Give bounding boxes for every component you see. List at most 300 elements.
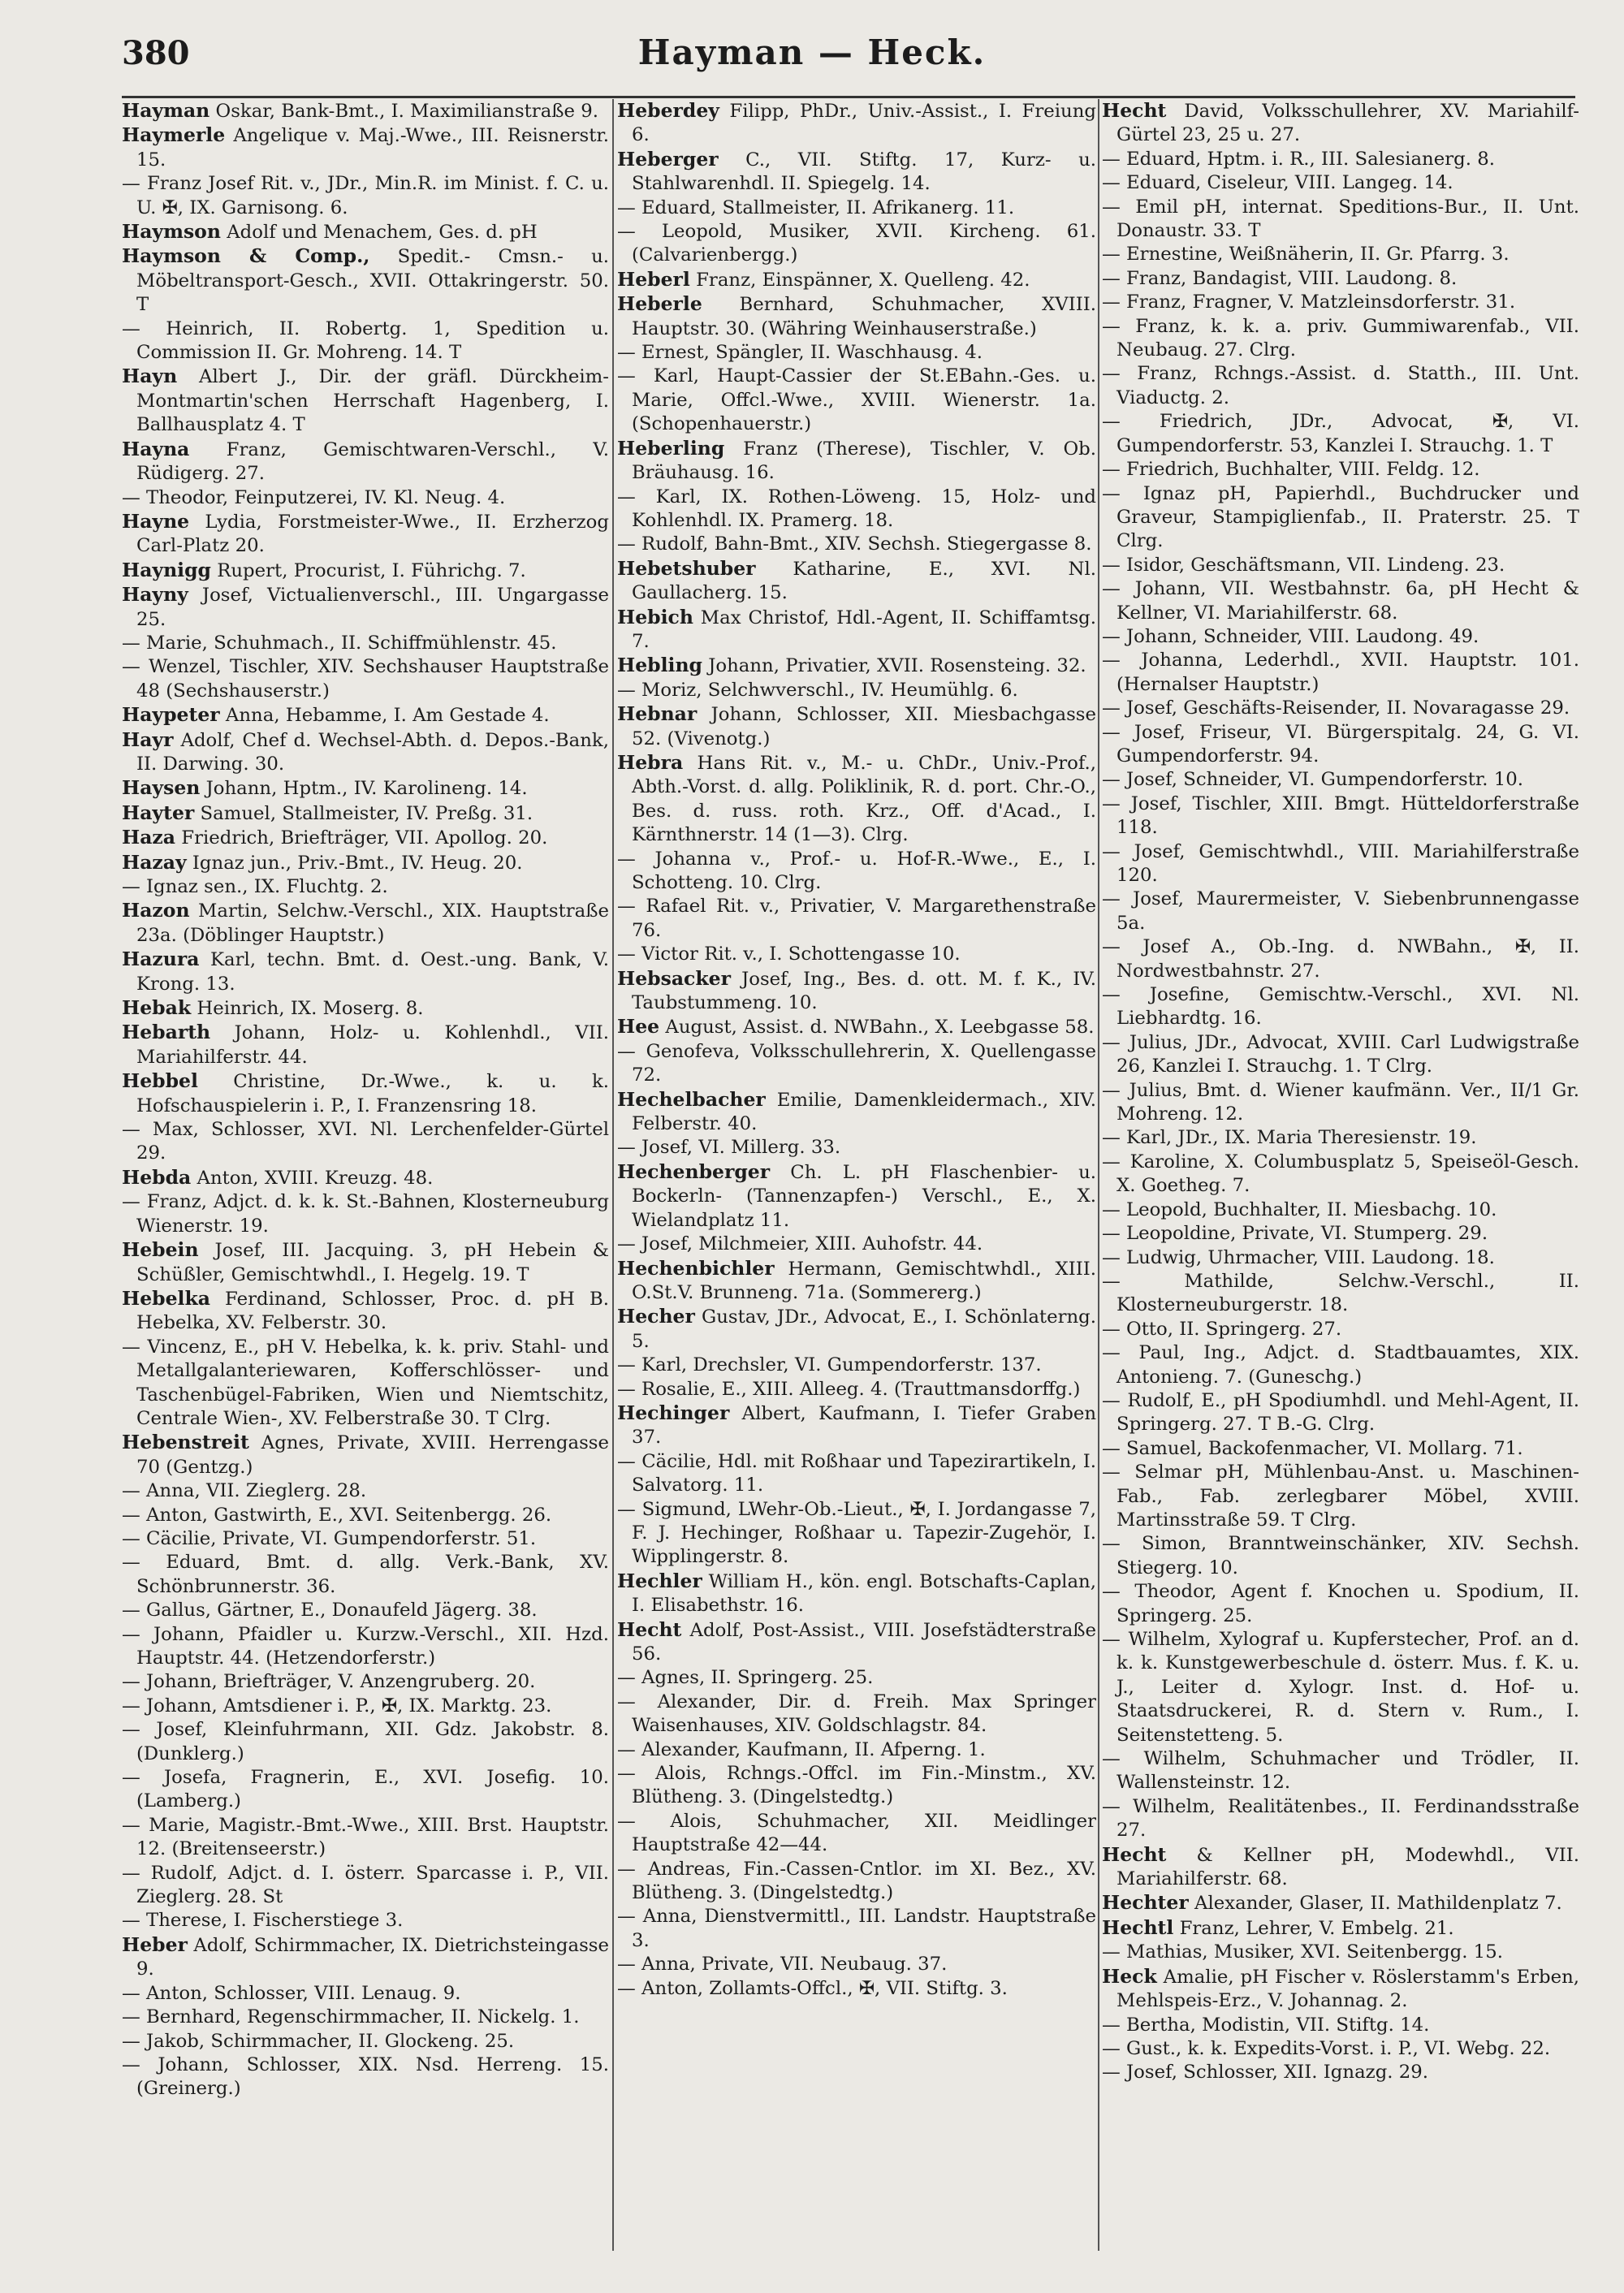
entry-text: — Anton, Gastwirth, E., XVI. Seitenbergg. 26. xyxy=(122,1504,552,1526)
entry-text: Samuel, Stallmeister, IV. Preßg. 31. xyxy=(194,802,533,824)
entry-text: Ignaz jun., Priv.-Bmt., IV. Heug. 20. xyxy=(186,852,523,874)
directory-entry xyxy=(122,1238,609,1287)
directory-entry xyxy=(1102,1246,1579,1270)
directory-entry xyxy=(122,632,609,655)
entry-text: — Therese, I. Fischerstiege 3. xyxy=(122,1910,404,1932)
directory-entry xyxy=(1102,482,1579,554)
entry-text: — Paul, Ing., Adjct. d. Stadtbauamtes, XIX. Antonieng. 7. (Guneschg.) xyxy=(1102,1342,1579,1388)
entry-text: — Victor Rit. v., I. Schottengasse 10. xyxy=(617,944,961,965)
entry-text: Bernhard, Schuhmacher, XVIII. Hauptstr. 30. (Währing Weinhauserstraße.) xyxy=(632,294,1096,339)
directory-entry xyxy=(122,776,609,801)
directory-entry xyxy=(1102,1031,1579,1079)
entry-text: — Leopold, Buchhalter, II. Miesbachg. 10. xyxy=(1102,1198,1497,1220)
directory-entry xyxy=(617,1618,1096,1667)
directory-entry xyxy=(122,1718,609,1766)
entry-text: — Josef A., Ob.-Ing. d. NWBahn., ✠, II. Nordwestbahnstr. 27. xyxy=(1102,936,1579,982)
entry-text: — Ignaz pH, Papierhdl., Buchdrucker und Graveur, Stampiglienfab., II. Praterstr. 25. T Clrg. xyxy=(1102,482,1579,552)
directory-entry xyxy=(617,679,1096,702)
directory-entry xyxy=(1102,697,1579,720)
directory-entry xyxy=(617,1977,1096,2001)
entry-text: — Eduard, Stallmeister, II. Afrikanerg. 11. xyxy=(617,196,1015,218)
directory-entry xyxy=(1102,1916,1579,1941)
entry-surname: Hayr xyxy=(122,728,174,751)
directory-entry xyxy=(1102,1795,1579,1843)
directory-entry xyxy=(122,1166,609,1190)
column-1 xyxy=(122,99,609,2283)
directory-entry xyxy=(1102,554,1579,577)
directory-entry xyxy=(617,1953,1096,1976)
entry-surname: Hayny xyxy=(122,583,188,607)
entry-text: Franz, Gemischtwaren-Verschl., V. Rüdigerg. 27. xyxy=(136,438,609,485)
directory-entry xyxy=(1102,935,1579,983)
directory-entry xyxy=(122,1933,609,1982)
directory-entry xyxy=(122,1909,609,1932)
entry-text: — Franz, k. k. a. priv. Gummiwarenfab., VII. Neubaug. 27. Clrg. xyxy=(1102,315,1579,361)
entry-surname: Hee xyxy=(617,1015,660,1039)
entry-text: Adolf und Menachem, Ges. d. pH xyxy=(220,222,538,244)
entry-surname: Hayter xyxy=(122,801,195,824)
entry-text: — Josef, Geschäfts-Reisender, II. Novaragasse 29. xyxy=(1102,697,1570,719)
directory-entry xyxy=(617,606,1096,654)
directory-entry xyxy=(617,1762,1096,1810)
entry-text: — Max, Schlosser, XVI. Nl. Lerchenfelder-Gürtel 29. xyxy=(122,1119,609,1164)
directory-entry xyxy=(1102,1270,1579,1318)
directory-entry xyxy=(122,1069,609,1118)
directory-entry xyxy=(1102,1580,1579,1628)
directory-entry xyxy=(122,875,609,899)
entry-surname: Heber xyxy=(122,1932,188,1956)
entry-text: — Josef, Kleinfuhrmann, XII. Gdz. Jakobstr. 8. (Dunklerg.) xyxy=(122,1719,609,1764)
entry-text: Lydia, Forstmeister-Wwe., II. Erzherzog Carl-Platz 20. xyxy=(136,511,609,557)
entry-text: Ferdinand, Schlosser, Proc. d. pH B. Hebelka, XV. Felberstr. 30. xyxy=(136,1288,609,1334)
entry-text: — Selmar pH, Mühlenbau-Anst. u. Maschinen-Fab., Fab. zerlegbarer Möbel, XVIII. Martinsstraße 59. T Clrg. xyxy=(1102,1462,1579,1531)
directory-entry xyxy=(1102,171,1579,195)
entry-text: — Karl, JDr., IX. Maria Theresienstr. 19. xyxy=(1102,1127,1477,1149)
page-number: 380 xyxy=(122,34,190,72)
entry-surname: Heberling xyxy=(617,436,725,460)
entry-text: — Wenzel, Tischler, XIV. Sechshauser Hauptstraße 48 (Sechshauserstr.) xyxy=(122,656,609,702)
directory-entry xyxy=(122,172,609,220)
directory-entry xyxy=(617,654,1096,678)
entry-text: — Mathilde, Selchw.-Verschl., II. Klosterneuburgerstr. 18. xyxy=(1102,1270,1579,1316)
directory-entry xyxy=(617,1401,1096,1450)
directory-entry xyxy=(122,365,609,437)
entry-text: — Ernestine, Weißnäherin, II. Gr. Pfarrg. 3. xyxy=(1102,244,1510,266)
entry-text: — Ludwig, Uhrmacher, VIII. Laudong. 18. xyxy=(1102,1246,1495,1268)
entry-text: Emilie, Damenkleidermach., XIV. Felberstr. 40. xyxy=(632,1089,1096,1135)
entry-surname: Haymson xyxy=(122,220,221,244)
directory-entry xyxy=(122,996,609,1021)
entry-text: — Karl, Drechsler, VI. Gumpendorferstr. 137. xyxy=(617,1354,1042,1376)
entry-text: Franz, Lehrer, V. Embelg. 21. xyxy=(1173,1917,1454,1939)
entry-surname: Hebetshuber xyxy=(617,556,756,580)
entry-text: — Josef, Milchmeier, XIII. Auhofstr. 44. xyxy=(617,1233,983,1255)
entry-text: — Josef, Maurermeister, V. Siebenbrunnengasse 5a. xyxy=(1102,888,1579,934)
directory-entry xyxy=(1102,196,1579,244)
entry-text: David, Volksschullehrer, XV. Mariahilf-Gürtel 23, 25 u. 27. xyxy=(1116,101,1579,146)
directory-entry xyxy=(122,1695,609,1718)
directory-entry xyxy=(617,1233,1096,1256)
entry-surname: Haymerle xyxy=(122,123,226,147)
directory-entry xyxy=(122,1670,609,1694)
directory-entry xyxy=(122,655,609,703)
directory-entry xyxy=(122,1504,609,1527)
entry-text: — Friedrich, JDr., Advocat, ✠, VI. Gumpendorferstr. 53, Kanzlei I. Strauchg. 1. T xyxy=(1102,411,1579,456)
entry-text: Karl, techn. Bmt. d. Oest.-ung. Bank, V. Krong. 13. xyxy=(136,949,609,995)
entry-text: — Johann, VII. Westbahnstr. 6a, pH Hecht & Kellner, VI. Mariahilferstr. 68. xyxy=(1102,578,1579,624)
entry-text: — Genofeva, Volksschullehrerin, X. Quellengasse 72. xyxy=(617,1040,1096,1086)
directory-entry xyxy=(122,1021,609,1069)
entry-surname: Haymson & Comp., xyxy=(122,244,370,268)
directory-entry xyxy=(617,1257,1096,1306)
directory-entry xyxy=(1102,1151,1579,1198)
directory-entry xyxy=(122,2030,609,2053)
directory-entry xyxy=(1102,792,1579,840)
entry-text: — Karoline, X. Columbusplatz 5, Speiseöl-Gesch. X. Goetheg. 7. xyxy=(1102,1151,1579,1197)
entry-surname: Haysen xyxy=(122,776,201,800)
entry-text: Gustav, JDr., Advocat, E., I. Schönlaterng. 5. xyxy=(632,1306,1096,1352)
entry-text: — Bernhard, Regenschirmmacher, II. Nickelg. 1. xyxy=(122,2006,580,2028)
entry-text: — Rudolf, Bahn-Bmt., XIV. Sechsh. Stiegergasse 8. xyxy=(617,533,1092,555)
entry-surname: Heck xyxy=(1102,1964,1157,1988)
entry-text: Josef, III. Jacquing. 3, pH Hebein & Schüßler, Gemischtwhdl., I. Hegelg. 19. T xyxy=(136,1240,609,1285)
directory-entry xyxy=(1102,243,1579,266)
entry-text: — Wilhelm, Xylograf u. Kupferstecher, Prof. an d. k. k. Kunstgewerbeschule d. österr. Mus. f. K. u. J., Leiter d. Xylogr. Inst. d. Hof- u. Staatsdruckerei, R. d. Stern v. Rum., I. Seitenstetteng. 5. xyxy=(1102,1629,1579,1746)
entry-text: August, Assist. d. NWBahn., X. Leebgasse 58. xyxy=(659,1017,1095,1039)
directory-entry xyxy=(617,1378,1096,1401)
entry-text: — Josef, Tischler, XIII. Bmgt. Hütteldorferstraße 118. xyxy=(1102,792,1579,839)
directory-entry xyxy=(1102,2037,1579,2061)
entry-text: — Johann, Schneider, VIII. Laudong. 49. xyxy=(1102,625,1479,647)
directory-entry xyxy=(617,702,1096,751)
column-rule xyxy=(612,99,614,2251)
directory-entry xyxy=(1102,1628,1579,1747)
entry-surname: Hechter xyxy=(1102,1891,1189,1915)
entry-surname: Hechelbacher xyxy=(617,1087,766,1111)
entry-text: — Gust., k. k. Expedits-Vorst. i. P., VI. Webg. 22. xyxy=(1102,2037,1551,2059)
entry-text: — Rafael Rit. v., Privatier, V. Margarethenstraße 76. xyxy=(617,896,1096,941)
directory-entry xyxy=(617,1858,1096,1906)
directory-entry xyxy=(617,292,1096,341)
entry-text: — Alexander, Kaufmann, II. Afperng. 1. xyxy=(617,1738,986,1760)
directory-entry xyxy=(122,2053,609,2101)
directory-entry xyxy=(1102,267,1579,291)
directory-entry xyxy=(1102,1318,1579,1341)
entry-text: — Jakob, Schirmmacher, II. Glockeng. 25. xyxy=(122,2030,515,2052)
entry-text: — Anton, Zollamts-Offcl., ✠, VII. Stiftg. 3. xyxy=(617,1977,1008,1999)
entry-text: Adolf, Schirmmacher, IX. Dietrichsteingasse 9. xyxy=(136,1934,609,1980)
directory-entry xyxy=(1102,1965,1579,2014)
directory-entry xyxy=(617,1354,1096,1377)
entry-surname: Hayne xyxy=(122,509,190,533)
directory-entry xyxy=(1102,2061,1579,2084)
entry-text: Franz (Therese), Tischler, V. Ob. Bräuhausg. 16. xyxy=(632,438,1096,484)
entry-surname: Haynigg xyxy=(122,558,211,581)
entry-surname: Hebich xyxy=(617,605,693,628)
entry-surname: Heberdey xyxy=(617,99,719,122)
entry-text: — Cäcilie, Hdl. mit Roßhaar und Tapezirartikeln, I. Salvatorg. 11. xyxy=(617,1450,1096,1496)
directory-entry xyxy=(1102,1437,1579,1461)
directory-entry xyxy=(122,1527,609,1551)
entry-text: C., VII. Stiftg. 17, Kurz- u. Stahlwarenhdl. II. Spiegelg. 14. xyxy=(632,149,1096,195)
directory-entry xyxy=(122,1551,609,1599)
directory-entry xyxy=(122,317,609,365)
directory-entry xyxy=(122,438,609,486)
directory-entry xyxy=(1102,1891,1579,1915)
entry-text: — Alexander, Dir. d. Freih. Max Springer Waisenhauses, XIV. Goldschlagstr. 84. xyxy=(617,1691,1096,1737)
entry-text: — Josef, Schlosser, XII. Ignazg. 29. xyxy=(1102,2062,1429,2084)
entry-text: Agnes, Private, XVIII. Herrengasse 70 (Gentzg.) xyxy=(136,1432,609,1478)
directory-entry xyxy=(1102,291,1579,314)
entry-text: — Josef, VI. Millerg. 33. xyxy=(617,1137,841,1159)
column-2 xyxy=(617,99,1096,2283)
entry-text: — Otto, II. Springerg. 27. xyxy=(1102,1318,1342,1340)
directory-entry xyxy=(122,948,609,996)
directory-entry xyxy=(1102,362,1579,410)
entry-text: — Marie, Schuhmach., II. Schiffmühlenstr. 45. xyxy=(122,632,557,654)
entry-text: — Franz Josef Rit. v., JDr., Min.R. im Minist. f. C. u. U. ✠, IX. Garnisong. 6. xyxy=(122,173,609,218)
entry-surname: Hechenberger xyxy=(617,1159,771,1183)
entry-text: — Isidor, Geschäftsmann, VII. Lindeng. 23. xyxy=(1102,554,1505,576)
directory-entry xyxy=(617,1015,1096,1039)
directory-entry xyxy=(617,268,1096,292)
entry-text: — Johanna, Lederhdl., XVII. Hauptstr. 101. (Hernalser Hauptstr.) xyxy=(1102,650,1579,695)
entry-surname: Hebak xyxy=(122,996,192,1020)
entry-surname: Heberger xyxy=(617,147,719,171)
entry-surname: Hechinger xyxy=(617,1401,730,1424)
entry-text: — Johanna v., Prof.- u. Hof-R.-Wwe., E., I. Schotteng. 10. Clrg. xyxy=(617,848,1096,893)
entry-text: — Eduard, Ciseleur, VIII. Langeg. 14. xyxy=(1102,172,1453,194)
directory-entry xyxy=(617,99,1096,148)
header-rule xyxy=(122,96,1575,98)
entry-surname: Hechtl xyxy=(1102,1915,1174,1939)
directory-entry xyxy=(1102,458,1579,481)
directory-entry xyxy=(1102,768,1579,792)
entry-text: Albert J., Dir. der gräfl. Dürckheim-Montmartin'schen Herrschaft Hagenberg, I. Ballhausplatz 4. T xyxy=(136,366,609,436)
entry-text: — Franz, Adjct. d. k. k. St.-Bahnen, Klosterneuburg Wienerstr. 19. xyxy=(122,1191,609,1237)
entry-text: — Josef, Friseur, VI. Bürgerspitalg. 24, G. VI. Gumpendorferstr. 94. xyxy=(1102,721,1579,766)
entry-text: — Anna, Private, VII. Neubaug. 37. xyxy=(617,1954,948,1976)
entry-text: Heinrich, IX. Moserg. 8. xyxy=(191,998,424,1020)
entry-surname: Heberle xyxy=(617,292,702,316)
entry-text: Alexander, Glaser, II. Mathildenplatz 7. xyxy=(1188,1893,1562,1915)
entry-text: Johann, Privatier, XVII. Rosensteing. 32. xyxy=(702,655,1086,677)
directory-entry xyxy=(122,826,609,850)
entry-text: — Josef, Schneider, VI. Gumpendorferstr. 10. xyxy=(1102,769,1523,791)
entry-text: — Rudolf, Adjct. d. I. österr. Sparcasse i. P., VII. Zieglerg. 28. St xyxy=(122,1862,609,1908)
directory-entry xyxy=(617,1738,1096,1762)
directory-entry xyxy=(1102,577,1579,625)
entry-text: Albert, Kaufmann, I. Tiefer Graben 37. xyxy=(632,1402,1096,1449)
entry-text: — Alois, Schuhmacher, XII. Meidlinger Hauptstraße 42—44. xyxy=(617,1810,1096,1856)
entry-surname: Hayman xyxy=(122,99,210,122)
entry-text: — Johann, Briefträger, V. Anzengruberg. 20. xyxy=(122,1671,536,1693)
directory-entry xyxy=(1102,1747,1579,1795)
entry-surname: Hebling xyxy=(617,654,702,677)
entry-text: Hermann, Gemischtwhdl., XIII. O.St.V. Brunneng. 71a. (Sommererg.) xyxy=(632,1258,1096,1303)
directory-entry xyxy=(122,559,609,583)
directory-entry xyxy=(1102,625,1579,649)
entry-text: — Karl, IX. Rothen-Löweng. 15, Holz- und Kohlenhdl. IX. Pramerg. 18. xyxy=(617,486,1096,531)
entry-surname: Hazay xyxy=(122,850,187,874)
entry-surname: Hebsacker xyxy=(617,966,731,990)
directory-entry xyxy=(617,196,1096,220)
directory-entry xyxy=(617,1905,1096,1953)
column-rule xyxy=(1098,99,1099,2251)
entry-text: Max Christof, Hdl.-Agent, II. Schiffamtsg. 7. xyxy=(632,607,1096,652)
directory-entry xyxy=(122,510,609,559)
directory-entry xyxy=(122,1118,609,1166)
entry-text: — Julius, JDr., Advocat, XVIII. Carl Ludwigstraße 26, Kanzlei I. Strauchg. 1. T Clrg. xyxy=(1102,1031,1579,1077)
directory-entry xyxy=(1102,1843,1579,1892)
entry-text: — Theodor, Feinputzerei, IV. Kl. Neug. 4. xyxy=(122,486,506,508)
running-title: Hayman — Heck. xyxy=(637,32,987,72)
entry-surname: Hebenstreit xyxy=(122,1431,249,1454)
entry-text: — Leopold, Musiker, XVII. Kircheng. 61. (Calvarienbergg.) xyxy=(617,221,1096,266)
entry-surname: Hebbel xyxy=(122,1069,198,1093)
directory-entry xyxy=(1102,315,1579,363)
directory-entry xyxy=(122,851,609,875)
entry-text: Adolf, Post-Assist., VIII. Josefstädterstraße 56. xyxy=(632,1619,1096,1665)
entry-text: — Johann, Amtsdiener i. P., ✠, IX. Marktg. 23. xyxy=(122,1695,552,1717)
entry-text: Josef, Ing., Bes. d. ott. M. f. K., IV. Taubstummeng. 10. xyxy=(632,968,1096,1014)
directory-entry xyxy=(617,341,1096,365)
directory-entry xyxy=(122,583,609,632)
entry-text: — Rudolf, E., pH Spodiumhdl. und Mehl-Agent, II. Springerg. 27. T B.-G. Clrg. xyxy=(1102,1389,1579,1436)
directory-entry xyxy=(122,703,609,728)
entry-surname: Heberl xyxy=(617,267,690,291)
entry-text: — Moriz, Selchwverschl., IV. Heumühlg. 6. xyxy=(617,679,1018,701)
entry-surname: Haypeter xyxy=(122,703,220,727)
entry-text: — Sigmund, LWehr-Ob.-Lieut., ✠, I. Jordangasse 7, F. J. Hechinger, Roßhaar u. Tapezir-Zugehör, I. Wipplingerstr. 8. xyxy=(617,1498,1096,1568)
entry-text: — Anna, VII. Zieglerg. 28. xyxy=(122,1480,367,1502)
entry-text: — Bertha, Modistin, VII. Stiftg. 14. xyxy=(1102,2014,1430,2036)
entry-text: Ch. L. pH Flaschenbier- u. Bockerln- (Tannenzapfen-) Verschl., E., X. Wielandplatz 11. xyxy=(632,1161,1096,1231)
directory-entry xyxy=(1102,99,1579,148)
directory-entry xyxy=(122,1336,609,1432)
directory-entry xyxy=(617,557,1096,606)
directory-entry xyxy=(1102,1079,1579,1127)
entry-surname: Hebein xyxy=(122,1238,199,1262)
entry-text: — Andreas, Fin.-Cassen-Cntlor. im XI. Bez., XV. Blütheng. 3. (Dingelstedtg.) xyxy=(617,1858,1096,1904)
column-3 xyxy=(1102,99,1579,2283)
directory-entry xyxy=(1102,410,1579,458)
entry-text: & Kellner pH, Modewhdl., VII. Mariahilferstr. 68. xyxy=(1116,1844,1579,1890)
directory-entry xyxy=(617,1691,1096,1738)
entry-text: Johann, Holz- u. Kohlenhdl., VII. Mariahilferstr. 44. xyxy=(136,1022,609,1068)
directory-entry xyxy=(122,1982,609,2006)
directory-entry xyxy=(1102,148,1579,171)
entry-text: — Wilhelm, Realitätenbes., II. Ferdinandsstraße 27. xyxy=(1102,1795,1579,1842)
directory-entry xyxy=(617,967,1096,1016)
entry-text: — Vincenz, E., pH V. Hebelka, k. k. priv. Stahl- und Metallgalanteriewaren, Kofferschlösser- und Taschenbügel-Fabriken, Wien und Niemtschitz, Centrale Wien-, XV. Felberstraße 30. T Clrg. xyxy=(122,1336,609,1429)
entry-surname: Hebarth xyxy=(122,1021,211,1044)
entry-text: Anna, Hebamme, I. Am Gestade 4. xyxy=(219,705,550,727)
entry-text: — Mathias, Musiker, XVI. Seitenbergg. 15. xyxy=(1102,1941,1503,1963)
entry-text: William H., kön. engl. Botschafts-Caplan, I. Elisabethstr. 16. xyxy=(632,1570,1096,1617)
entry-surname: Hecht xyxy=(1102,99,1167,122)
entry-surname: Hebda xyxy=(122,1165,192,1189)
directory-entry xyxy=(617,220,1096,268)
entry-text: Rupert, Procurist, I. Führichg. 7. xyxy=(210,559,526,581)
entry-text: — Ernest, Spängler, II. Waschhausg. 4. xyxy=(617,342,983,364)
directory-entry xyxy=(122,728,609,777)
entry-surname: Hazon xyxy=(122,899,190,922)
entry-text: — Eduard, Bmt. d. allg. Verk.-Bank, XV. Schönbrunnerstr. 36. xyxy=(122,1552,609,1597)
entry-text: — Friedrich, Buchhalter, VIII. Feldg. 12. xyxy=(1102,459,1480,481)
entry-surname: Hebelka xyxy=(122,1286,210,1310)
entry-text: Johann, Schlosser, XII. Miesbachgasse 52. (Vivenotg.) xyxy=(632,704,1096,749)
entry-text: — Julius, Bmt. d. Wiener kaufmänn. Ver., II/1 Gr. Mohreng. 12. xyxy=(1102,1079,1579,1125)
directory-entry xyxy=(617,1305,1096,1354)
entry-text: — Alois, Rchngs.-Offcl. im Fin.-Minstm., XV. Blütheng. 3. (Dingelstedtg.) xyxy=(617,1763,1096,1808)
directory-entry xyxy=(122,2006,609,2029)
entry-text: — Samuel, Backofenmacher, VI. Mollarg. 71. xyxy=(1102,1437,1523,1459)
directory-entry xyxy=(1102,983,1579,1031)
entry-surname: Hechenbichler xyxy=(617,1256,775,1280)
entry-text: Johann, Hptm., IV. Karolineng. 14. xyxy=(200,778,528,800)
entry-text: — Wilhelm, Schuhmacher und Trödler, II. Wallensteinstr. 12. xyxy=(1102,1748,1579,1794)
entry-surname: Hebra xyxy=(617,750,684,774)
entry-text: — Josefa, Fragnerin, E., XVI. Josefig. 10. (Lamberg.) xyxy=(122,1767,609,1812)
entry-surname: Haza xyxy=(122,826,176,849)
directory-entry xyxy=(1102,2014,1579,2037)
entry-text: — Josef, Gemischtwhdl., VIII. Mariahilferstraße 120. xyxy=(1102,840,1579,886)
directory-entry xyxy=(1102,1222,1579,1246)
directory-entry xyxy=(1102,649,1579,697)
directory-entry xyxy=(1102,1389,1579,1437)
directory-entry xyxy=(122,244,609,317)
entry-text: Adolf, Chef d. Wechsel-Abth. d. Depos.-Bank, II. Darwing. 30. xyxy=(136,729,609,775)
entry-text: — Cäcilie, Private, VI. Gumpendorferstr. 51. xyxy=(122,1527,537,1549)
directory-entry xyxy=(122,1766,609,1814)
entry-surname: Hazura xyxy=(122,948,200,971)
entry-text: — Theodor, Agent f. Knochen u. Spodium, II. Springerg. 25. xyxy=(1102,1581,1579,1626)
entry-text: Katharine, E., XVI. Nl. Gaullacherg. 15. xyxy=(632,558,1096,604)
directory-entry xyxy=(1102,887,1579,935)
directory-entry xyxy=(617,533,1096,556)
directory-entry xyxy=(122,1623,609,1671)
directory-entry xyxy=(122,1479,609,1503)
directory-entry xyxy=(617,1810,1096,1858)
entry-surname: Hecher xyxy=(617,1305,695,1328)
directory-entry xyxy=(1102,1126,1579,1150)
directory-entry xyxy=(1102,1941,1579,1964)
directory-entry xyxy=(122,1190,609,1238)
directory-entry xyxy=(617,751,1096,848)
entry-text: Martin, Selchw.-Verschl., XIX. Hauptstraße 23a. (Döblinger Hauptstr.) xyxy=(136,900,609,946)
directory-entry xyxy=(617,486,1096,533)
directory-entry xyxy=(122,1862,609,1910)
entry-text: — Karl, Haupt-Cassier der St.EBahn.-Ges. u. Marie, Offcl.-Wwe., XVIII. Wienerstr. 1a. (Schopenhauerstr.) xyxy=(617,365,1096,435)
entry-text: — Emil pH, internat. Speditions-Bur., II. Unt. Donaustr. 33. T xyxy=(1102,196,1579,242)
directory-entry xyxy=(617,365,1096,436)
directory-entry xyxy=(1102,1532,1579,1580)
directory-entry xyxy=(617,1570,1096,1618)
directory-entry xyxy=(122,801,609,826)
directory-entry xyxy=(122,899,609,948)
directory-entry xyxy=(122,1599,609,1622)
entry-text: Josef, Victualienverschl., III. Ungargasse 25. xyxy=(136,585,609,630)
entry-text: Spedit.- Cmsn.- u. Möbeltransport-Gesch., XVII. Ottakringerstr. 50. T xyxy=(136,246,609,316)
directory-entry xyxy=(617,1498,1096,1570)
entry-text: — Anton, Schlosser, VIII. Lenaug. 9. xyxy=(122,1982,461,2004)
entry-surname: Hebnar xyxy=(617,702,698,726)
entry-text: — Agnes, II. Springerg. 25. xyxy=(617,1667,874,1689)
entry-text: Christine, Dr.-Wwe., k. u. k. Hofschauspielerin i. P., I. Franzensring 18. xyxy=(136,1071,609,1116)
directory-entry xyxy=(122,486,609,510)
entry-text: Oskar, Bank-Bmt., I. Maximilianstraße 9. xyxy=(209,101,599,122)
